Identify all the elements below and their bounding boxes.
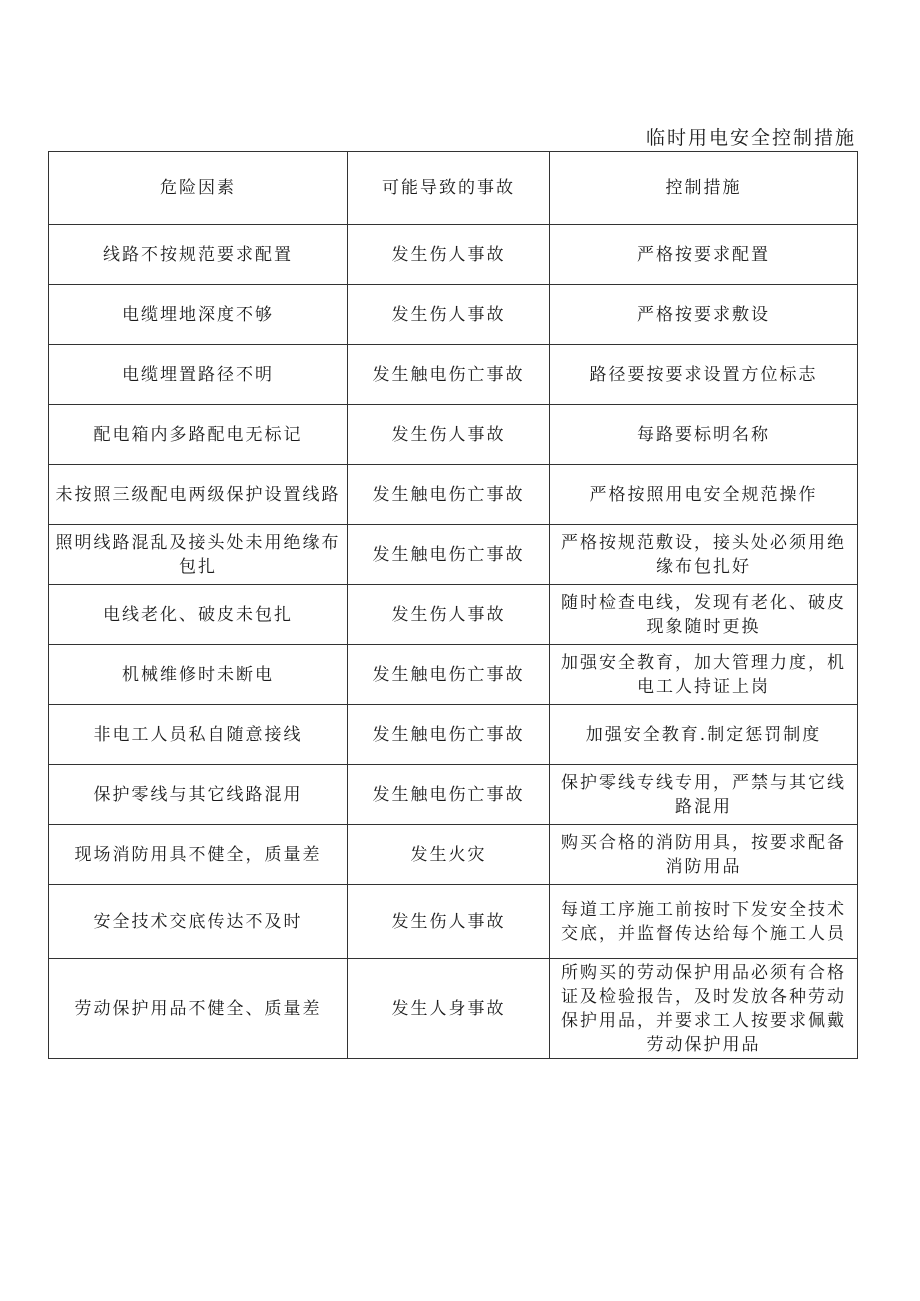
- cell-risk-factor: 线路不按规范要求配置: [49, 225, 348, 285]
- cell-risk-factor: 安全技术交底传达不及时: [49, 885, 348, 959]
- cell-risk-factor: 机械维修时未断电: [49, 645, 348, 705]
- risk-control-table: [48, 151, 858, 1059]
- cell-accident: 发生触电伤亡事故: [348, 525, 550, 585]
- cell-measure: 每路要标明名称: [550, 405, 858, 465]
- cell-risk-factor: 保护零线与其它线路混用: [49, 765, 348, 825]
- cell-accident: 发生伤人事故: [348, 885, 550, 959]
- table-row: [49, 705, 858, 765]
- cell-measure: 每道工序施工前按时下发安全技术交底，并监督传达给每个施工人员: [550, 885, 858, 959]
- cell-accident: 发生伤人事故: [348, 285, 550, 345]
- header-risk-factor: 危险因素: [49, 152, 348, 225]
- table-row: [49, 765, 858, 825]
- header-possible-accident: 可能导致的事故: [348, 152, 550, 225]
- cell-risk-factor: 配电箱内多路配电无标记: [49, 405, 348, 465]
- cell-accident: 发生触电伤亡事故: [348, 645, 550, 705]
- table-row: [49, 225, 858, 285]
- cell-risk-factor: 现场消防用具不健全，质量差: [49, 825, 348, 885]
- document-title: 临时用电安全控制措施: [645, 127, 856, 149]
- table-row: [49, 285, 858, 345]
- cell-accident: 发生触电伤亡事故: [348, 765, 550, 825]
- table-row: [49, 885, 858, 959]
- cell-accident: 发生触电伤亡事故: [348, 705, 550, 765]
- cell-accident: 发生触电伤亡事故: [348, 465, 550, 525]
- cell-risk-factor: 电缆埋地深度不够: [49, 285, 348, 345]
- cell-accident: 发生伤人事故: [348, 225, 550, 285]
- table-row: [49, 645, 858, 705]
- cell-accident: 发生人身事故: [348, 959, 550, 1059]
- cell-measure: 严格按要求敷设: [550, 285, 858, 345]
- table-header-row: [49, 152, 858, 225]
- cell-risk-factor: 电线老化、破皮未包扎: [49, 585, 348, 645]
- cell-accident: 发生伤人事故: [348, 585, 550, 645]
- cell-measure: 加强安全教育.制定惩罚制度: [550, 705, 858, 765]
- table-row: [49, 585, 858, 645]
- table-row: [49, 465, 858, 525]
- cell-measure: 严格按要求配置: [550, 225, 858, 285]
- cell-risk-factor: 电缆埋置路径不明: [49, 345, 348, 405]
- cell-measure: 严格按规范敷设，接头处必须用绝缘布包扎好: [550, 525, 858, 585]
- table-row: [49, 405, 858, 465]
- table-row: [49, 959, 858, 1059]
- cell-measure: 加强安全教育，加大管理力度，机电工人持证上岗: [550, 645, 858, 705]
- cell-accident: 发生火灾: [348, 825, 550, 885]
- cell-measure: 路径要按要求设置方位标志: [550, 345, 858, 405]
- cell-risk-factor: 非电工人员私自随意接线: [49, 705, 348, 765]
- cell-accident: 发生伤人事故: [348, 405, 550, 465]
- table-row: [49, 345, 858, 405]
- cell-measure: 保护零线专线专用，严禁与其它线路混用: [550, 765, 858, 825]
- cell-accident: 发生触电伤亡事故: [348, 345, 550, 405]
- cell-risk-factor: 未按照三级配电两级保护设置线路: [49, 465, 348, 525]
- table-row: [49, 825, 858, 885]
- cell-measure: 购买合格的消防用具，按要求配备消防用品: [550, 825, 858, 885]
- cell-risk-factor: 劳动保护用品不健全、质量差: [49, 959, 348, 1059]
- cell-measure: 随时检查电线，发现有老化、破皮现象随时更换: [550, 585, 858, 645]
- table-row: [49, 525, 858, 585]
- cell-measure: 所购买的劳动保护用品必须有合格证及检验报告，及时发放各种劳动保护用品，并要求工人按要求佩戴劳动保护用品: [550, 959, 858, 1059]
- cell-risk-factor: 照明线路混乱及接头处未用绝缘布包扎: [49, 525, 348, 585]
- cell-measure: 严格按照用电安全规范操作: [550, 465, 858, 525]
- header-control-measure: 控制措施: [550, 152, 858, 225]
